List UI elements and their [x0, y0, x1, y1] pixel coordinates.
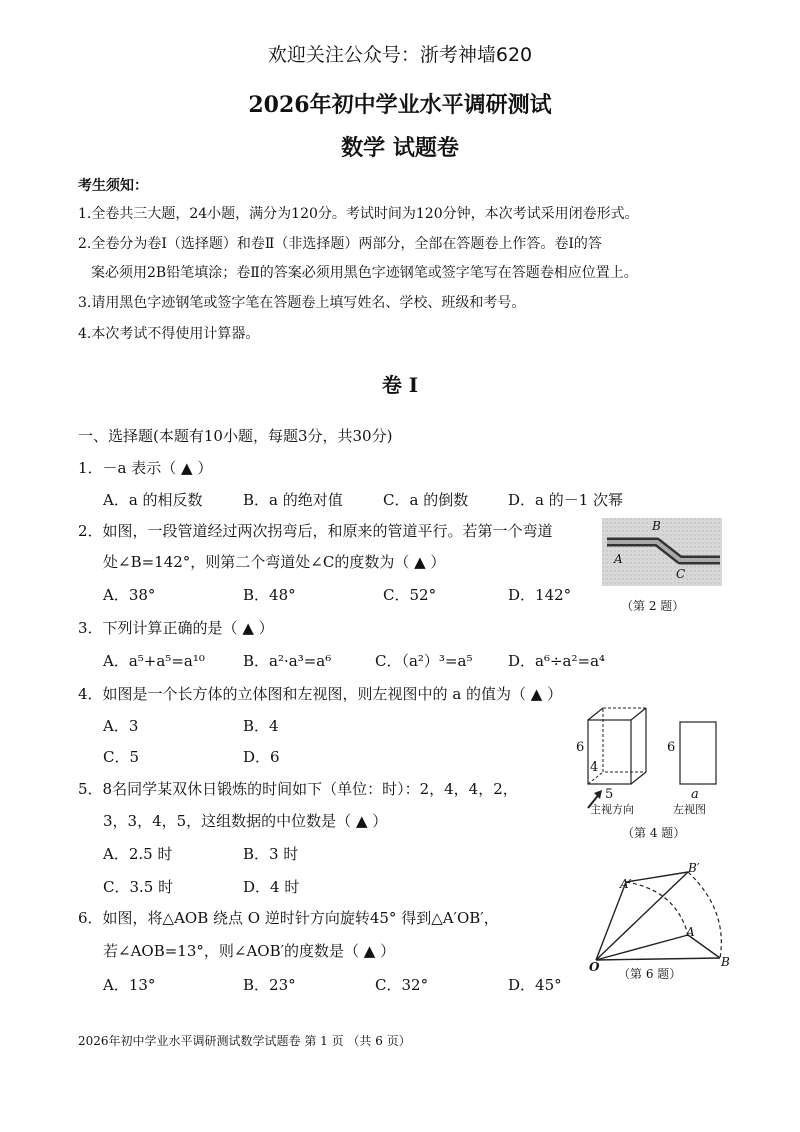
q3-option-a: A．a⁵+a⁵=a¹⁰	[103, 652, 205, 670]
fig6-label-b-prime: B′	[688, 861, 700, 875]
q5-option-d: D．4 时	[243, 878, 300, 896]
notice-item: 4.本次考试不得使用计算器。	[78, 326, 260, 342]
question-4-stem: 4．如图是一个长方体的立体图和左视图，则左视图中的 a 的值为（ ▲ ）	[78, 685, 563, 703]
question-6-stem: 6．如图，将△AOB 绕点 O 逆时针方向旋转45° 得到△A′OB′，	[78, 909, 499, 927]
question-1-stem: 1．－a 表示（ ▲ ）	[78, 459, 213, 477]
q2-option-c: C．52°	[383, 586, 437, 604]
q6-option-b: B．23°	[243, 976, 296, 994]
q1-option-d: D．a 的－1 次幂	[508, 491, 624, 509]
q4-option-b: B．4	[243, 717, 279, 735]
q3-option-b: B．a²·a³=a⁶	[243, 652, 332, 670]
notice-item: 2.全卷分为卷Ⅰ（选择题）和卷Ⅱ（非选择题）两部分，全部在答题卷上作答。卷Ⅰ的答	[78, 236, 602, 252]
question-3-stem: 3．下列计算正确的是（ ▲ ）	[78, 619, 274, 637]
page-footer: 2026年初中学业水平调研测试数学试题卷 第 1 页 （共 6 页）	[78, 1034, 411, 1048]
notice-item: 1.全卷共三大题，24小题，满分为120分。考试时间为120分钟，本次考试采用闭卷形式。	[78, 206, 639, 222]
q4-option-d: D．6	[243, 748, 280, 766]
fig4-left-view-label: 左视图	[673, 803, 706, 816]
fig2-label-a: A	[614, 552, 623, 566]
q2-option-d: D．142°	[508, 586, 572, 604]
figure-6-rotation	[588, 860, 738, 970]
question-2-stem: 2．如图，一段管道经过两次拐弯后，和原来的管道平行。若第一个弯道	[78, 522, 553, 540]
banner-text: 欢迎关注公众号：浙考神墙620	[267, 44, 533, 66]
notice-item: 案必须用2B铅笔填涂；卷Ⅱ的答案必须用黑色字迹钢笔或签字笔写在答题卷相应位置上。	[91, 265, 638, 281]
notice-item: 3.请用黑色字迹钢笔或签字笔在答题卷上填写姓名、学校、班级和考号。	[78, 295, 526, 311]
q6-option-d: D．45°	[508, 976, 562, 994]
fig4-label-a: a	[691, 787, 699, 802]
figure-4-caption: （第 4 题）	[622, 826, 686, 840]
fig4-left-label-6: 6	[667, 740, 676, 755]
q3-option-d: D．a⁶÷a²=a⁴	[508, 652, 606, 670]
question-5-stem-cont: 3，3，4，5，这组数据的中位数是（ ▲ ）	[103, 812, 388, 830]
q5-option-b: B．3 时	[243, 845, 299, 863]
question-6-stem-cont: 若∠AOB=13°，则∠AOB′的度数是（ ▲ ）	[103, 942, 396, 960]
figure-2-caption: （第 2 题）	[621, 599, 685, 613]
q3-option-c: C．（a²）³=a⁵	[375, 652, 473, 670]
q4-option-c: C．5	[103, 748, 140, 766]
fig4-front-direction: 主视方向	[590, 803, 634, 816]
fig4-label-4: 4	[590, 760, 599, 775]
figure-6-caption: （第 6 题）	[618, 967, 682, 981]
q6-option-c: C．32°	[375, 976, 429, 994]
q5-option-c: C．3.5 时	[103, 878, 174, 896]
question-2-stem-cont: 处∠B=142°，则第二个弯道处∠C的度数为（ ▲ ）	[103, 553, 446, 571]
fig6-label-a: A	[686, 925, 695, 939]
exam-subtitle: 数学 试题卷	[341, 135, 459, 161]
question-5-stem: 5．8名同学某双休日锻炼的时间如下（单位：时）：2，4，4，2，	[78, 780, 518, 798]
fig4-label-5: 5	[605, 787, 614, 802]
q1-option-b: B．a 的绝对值	[243, 491, 343, 509]
q2-option-a: A．38°	[103, 586, 156, 604]
exam-title: 2026年初中学业水平调研测试	[248, 92, 552, 118]
fig6-label-b: B	[721, 955, 730, 969]
fig6-label-a-prime: A′	[620, 877, 632, 891]
fig6-label-o: O	[589, 960, 600, 974]
q1-option-a: A．a 的相反数	[103, 491, 203, 509]
q4-option-a: A．3	[103, 717, 139, 735]
volume-heading: 卷 Ⅰ	[381, 373, 419, 397]
fig2-label-c: C	[676, 567, 686, 581]
notice-heading: 考生须知：	[78, 178, 148, 194]
q2-option-b: B．48°	[243, 586, 296, 604]
q5-option-a: A．2.5 时	[103, 845, 173, 863]
q6-option-a: A．13°	[103, 976, 156, 994]
fig2-label-b: B	[652, 519, 661, 533]
section-heading: 一、选择题(本题有10小题，每题3分，共30分)	[78, 427, 393, 445]
q1-option-c: C．a 的倒数	[383, 491, 469, 509]
fig4-label-6: 6	[576, 740, 585, 755]
